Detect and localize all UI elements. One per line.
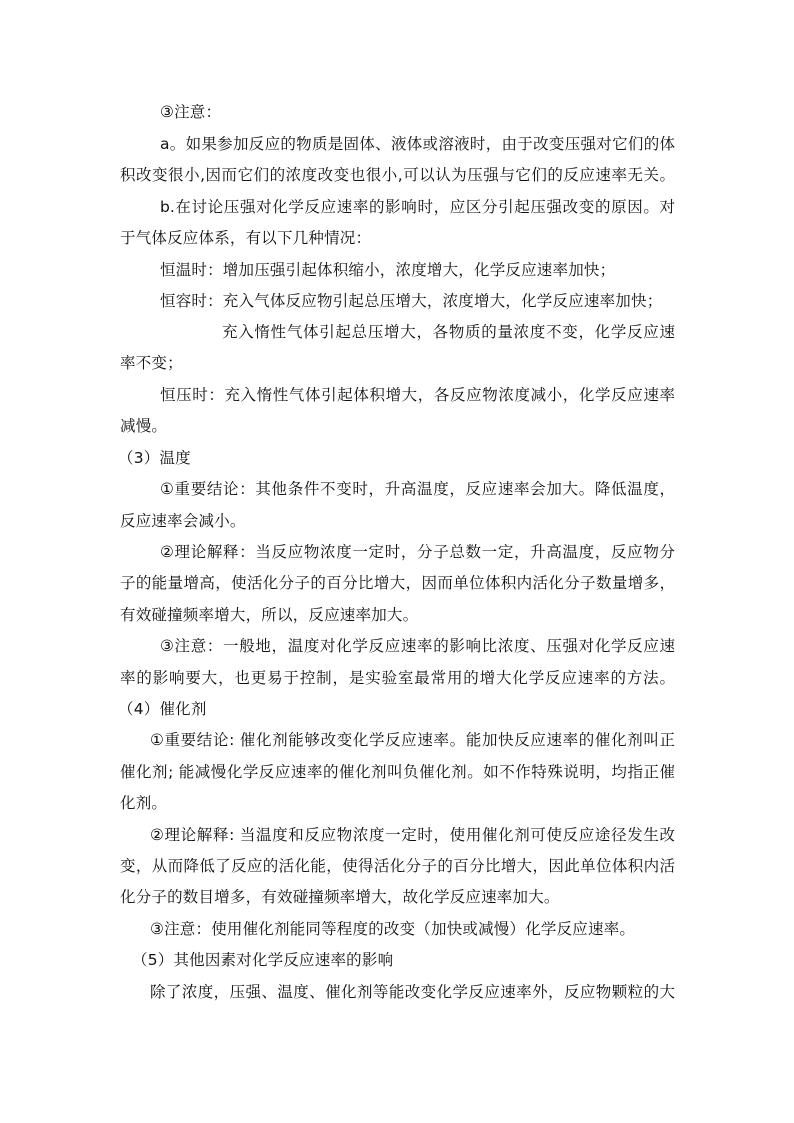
paragraph-line: 减慢。 xyxy=(120,417,168,435)
paragraph-line: 率的影响要大，也更易于控制，是实验室最常用的增大化学反应速率的方法。 xyxy=(120,669,675,687)
paragraph-line: ③注意：一般地，温度对化学反应速率的影响比浓度、压强对化学反应速 xyxy=(160,637,675,655)
paragraph-line: ③注意：使用催化剂能同等程度的改变（加快或减慢）化学反应速率。 xyxy=(150,920,636,938)
paragraph-line: 恒温时：增加压强引起体积缩小，浓度增大，化学反应速率加快； xyxy=(160,261,616,279)
paragraph-line: ②理论解释: 当温度和反应物浓度一定时，使用催化剂可使反应途径发生改 xyxy=(150,826,675,844)
paragraph-line: 反应速率会减小。 xyxy=(120,512,246,530)
paragraph-line: 率不变； xyxy=(120,354,183,372)
paragraph-line: 恒压时：充入惰性气体引起体积增大，各反应物浓度减小，化学反应速率 xyxy=(160,386,675,404)
paragraph-line: ②理论解释：当反应物浓度一定时，分子总数一定，升高温度，反应物分 xyxy=(160,543,675,561)
paragraph-line: 除了浓度，压强、温度、催化剂等能改变化学反应速率外，反应物颗粒的大 xyxy=(150,983,675,1001)
paragraph-line: 积改变很小,因而它们的浓度改变也很小,可以认为压强与它们的反应速率无关。 xyxy=(120,166,675,184)
section-heading-other-factors: （5）其他因素对化学反应速率的影响 xyxy=(132,951,394,969)
paragraph-line: a。如果参加反应的物质是固体、液体或溶液时，由于改变压强对它们的体 xyxy=(160,135,675,153)
paragraph-line: 恒容时：充入气体反应物引起总压增大，浓度增大，化学反应速率加快； xyxy=(160,292,663,310)
section-heading-temperature: （3）温度 xyxy=(118,449,191,467)
paragraph-line: 有效碰撞频率增大，所以，反应速率加大。 xyxy=(120,606,419,624)
paragraph-line: 催化剂; 能减慢化学反应速率的催化剂叫负催化剂。如不作特殊说明，均指正催 xyxy=(120,763,675,781)
paragraph-line: 变，从而降低了反应的活化能，使得活化分子的百分比增大，因此单位体积内活 xyxy=(120,857,675,875)
paragraph-line: 子的能量增高，使活化分子的百分比增大，因而单位体积内活化分子数量增多， xyxy=(120,574,675,592)
paragraph-line: ①重要结论：其他条件不变时，升高温度，反应速率会加大。降低温度， xyxy=(160,480,675,498)
note-heading-pressure: ③注意： xyxy=(160,103,222,121)
section-heading-catalyst: （4）催化剂 xyxy=(118,700,207,718)
paragraph-line: 化分子的数目增多，有效碰撞频率增大，故化学反应速率加大。 xyxy=(120,888,560,906)
paragraph-line: 于气体反应体系，有以下几种情况： xyxy=(120,229,372,247)
paragraph-line: 充入惰性气体引起总压增大，各物质的量浓度不变，化学反应速 xyxy=(222,323,675,341)
paragraph-line: b.在讨论压强对化学反应速率的影响时，应区分引起压强改变的原因。对 xyxy=(160,198,675,216)
paragraph-line: ①重要结论: 催化剂能够改变化学反应速率。能加快反应速率的催化剂叫正 xyxy=(150,731,675,749)
paragraph-line: 化剂。 xyxy=(120,794,168,812)
